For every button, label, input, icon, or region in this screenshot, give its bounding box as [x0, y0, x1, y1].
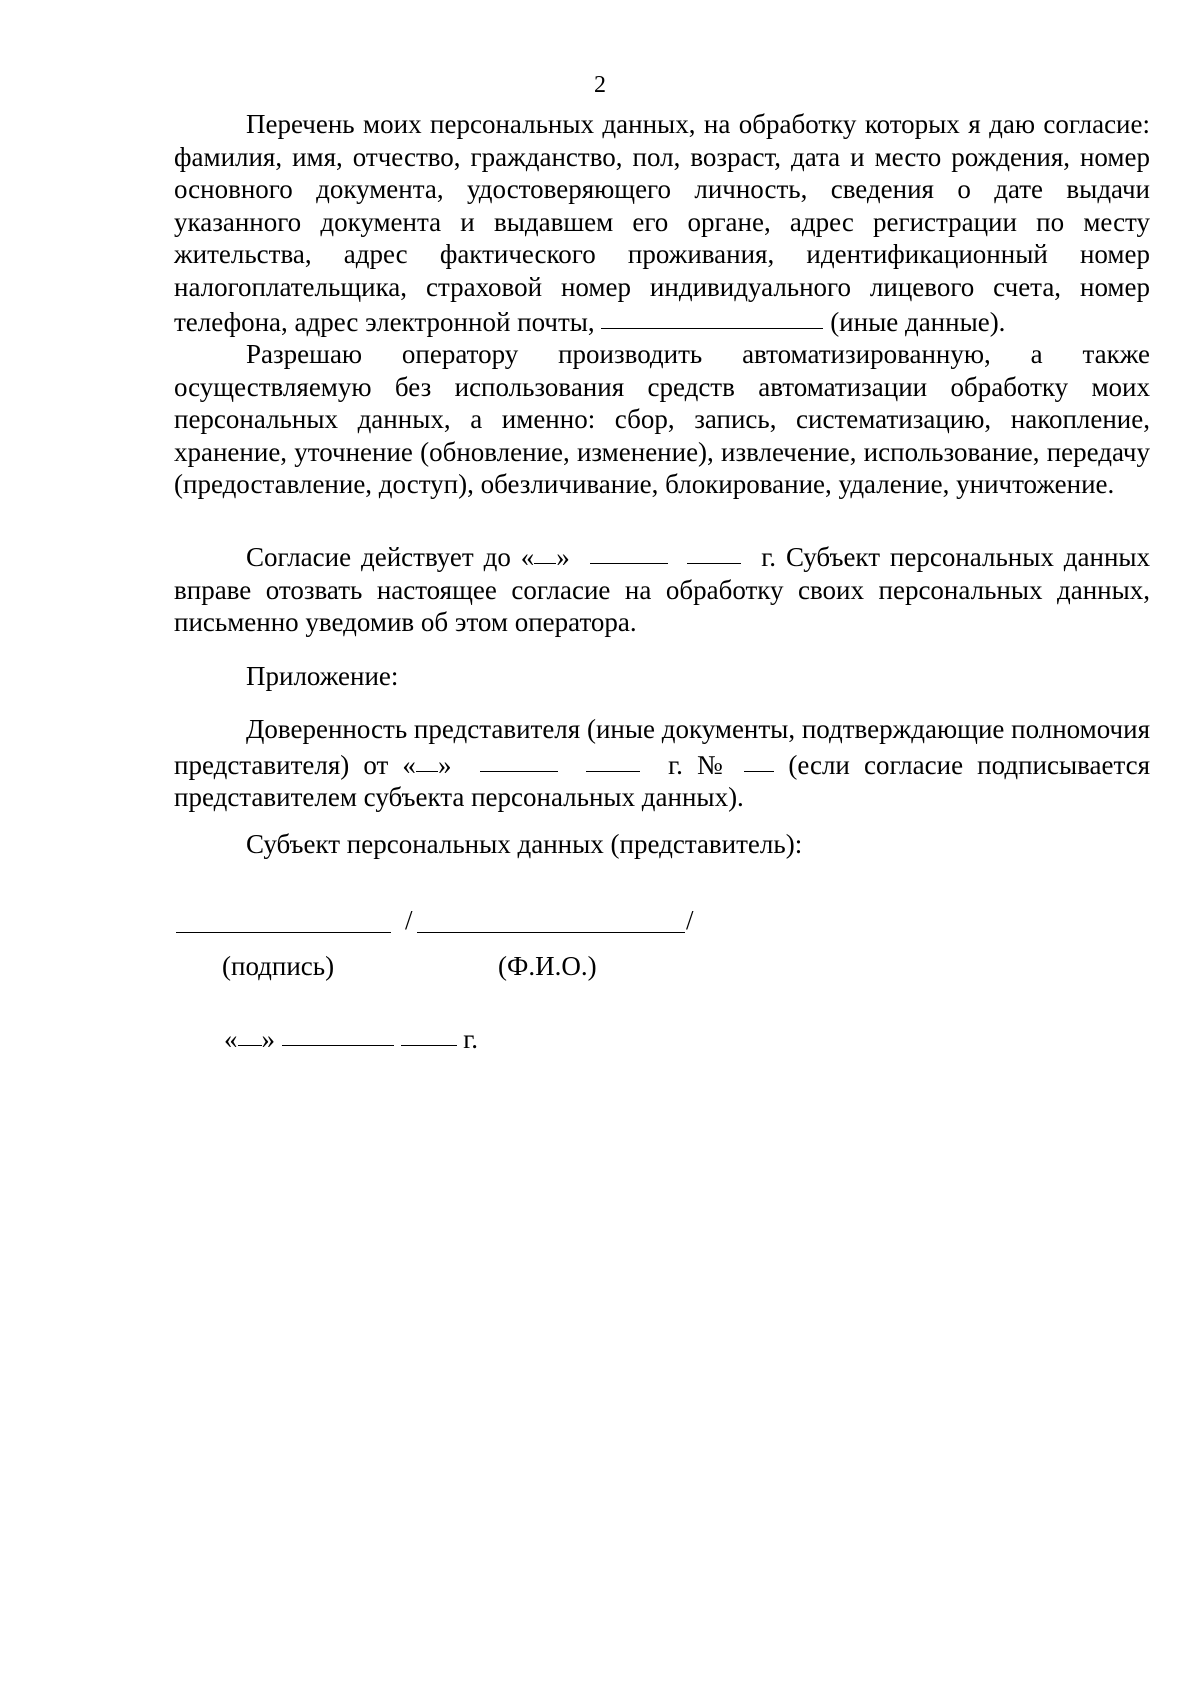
power-of-attorney-paragraph [174, 713, 1150, 814]
date-year-blank[interactable] [401, 1018, 457, 1046]
signature-slash-right: / [686, 905, 694, 935]
page-number: 2 [594, 72, 606, 98]
validity-year-blank[interactable] [687, 536, 741, 564]
subject-label: Субъект персональных данных (представитель): [246, 829, 803, 859]
poa-number-blank[interactable] [744, 744, 774, 772]
full-name-line[interactable] [417, 932, 685, 933]
consent-validity-rest: данных вправе отозвать настоящее согласие на обработку своих персональных данных, письменно уведомив об этом оператора. [174, 542, 1151, 637]
date-open-quote: « [224, 1024, 238, 1054]
date-line [224, 1020, 478, 1055]
date-close-quote: » [261, 1024, 275, 1054]
signature-caption: (подпись) [222, 951, 335, 981]
poa-start: Доверенность представителя (иные документы, подтверждающие полномочия представителя) от « [174, 714, 1150, 780]
signature-slash-left: / [405, 905, 413, 935]
poa-quote-close: » [437, 749, 452, 780]
poa-year-suffix: г. № [668, 749, 731, 780]
signature-line[interactable] [176, 932, 391, 933]
full-name-caption: (Ф.И.О.) [498, 951, 597, 981]
consent-validity-start: Согласие действует до « [246, 542, 535, 572]
poa-rest: (если согласие подписывается представителем субъекта персональных данных). [174, 749, 1150, 812]
personal-data-list-paragraph [174, 108, 1150, 339]
processing-permission-paragraph: Разрешаю оператору производить автоматизированную, а также осуществляемую без использования средств автоматизации обработку моих персональных данных, а именно: сбор, запись, систематизацию, накопление, хранение, уточнение (обновление, изменение), извлечение, использование, передачу (предоставление, доступ), обезличивание, блокирование, удаление, уничтожение. [174, 339, 1150, 499]
validity-quote-close: » [556, 542, 570, 572]
date-month-blank[interactable] [282, 1018, 394, 1046]
consent-validity-paragraph [174, 538, 1150, 639]
poa-year-blank[interactable] [586, 744, 640, 772]
other-data-blank[interactable] [601, 301, 823, 329]
personal-data-list-text: Перечень моих персональных данных, на обработку которых я даю согласие: фамилия, имя, отчество, гражданство, пол, возраст, дата и место рождения, номер основного документа, удостоверяющего личность, сведения о дате выдачи указанного документа и выдавшем его органе, адрес регистрации по месту жительства, адрес фактического проживания, идентификационный номер налогоплательщика, страховой номер индивидуального лицевого счета, номер телефона, адрес электронной почты, [174, 109, 1150, 337]
poa-day-blank[interactable] [416, 744, 438, 772]
validity-month-blank[interactable] [590, 536, 668, 564]
date-day-blank[interactable] [238, 1018, 262, 1046]
poa-month-blank[interactable] [480, 744, 558, 772]
validity-day-blank[interactable] [534, 536, 556, 564]
attachment-label: Приложение: [246, 661, 399, 691]
date-year-suffix: г. [463, 1024, 479, 1054]
other-data-label: (иные данные). [830, 307, 1006, 337]
consent-validity-after-date: г. Субъект персональных [761, 542, 1054, 572]
